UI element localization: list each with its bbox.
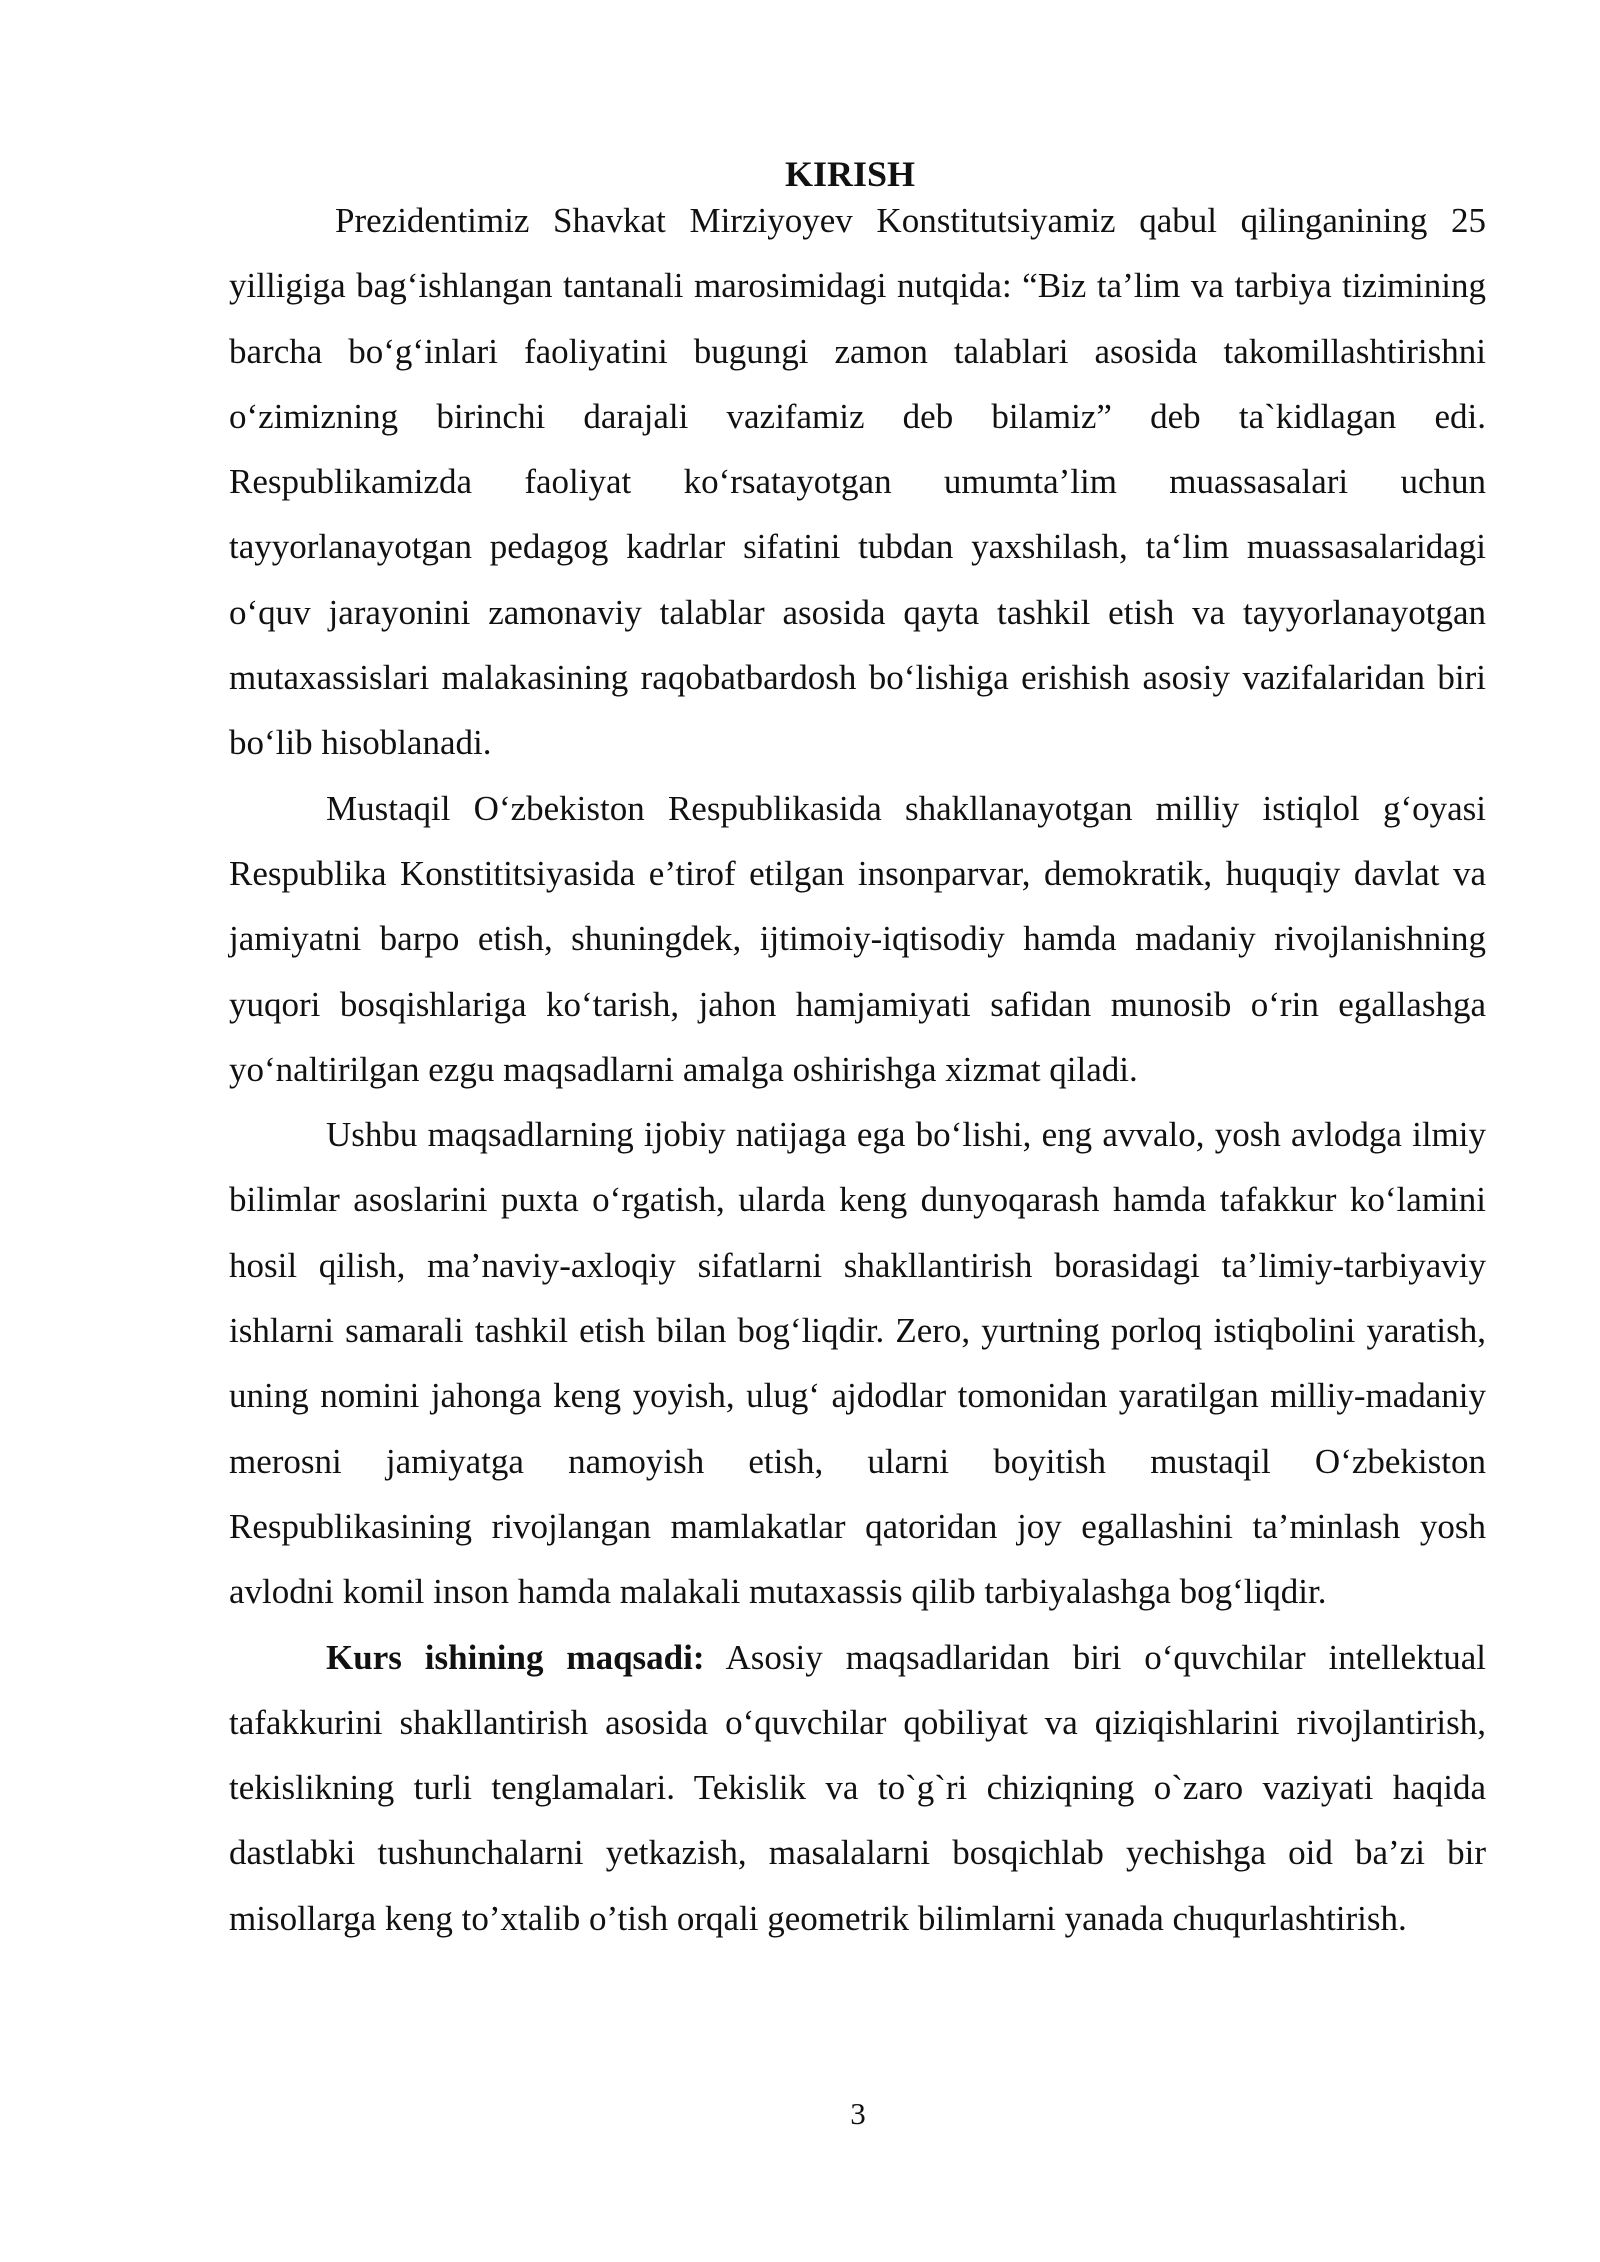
paragraph-course-goal	[229, 1625, 1486, 1951]
course-goal-text: Asosiy maqsadlaridan biri o‘quvchilar intellektual tafakkurini shakllantirish asosida o‘quvchilar qobiliyat va qiziqishlarini rivojlantirish, tekislikning turli tenglamalari. Tekislik va to`g`ri chiziqning o`zaro vaziyati haqida dastlabki tushunchalarni yetkazish, masalalarni bosqichlab yechishga oid ba’zi bir misollarga keng to’xtalib o’tish orqali geometrik bilimlarni yanada chuqurlashtirish.	[229, 1637, 1486, 1938]
page-number: 3	[850, 2096, 866, 2131]
paragraph-independence: Mustaqil O‘zbekiston Respublikasida shakllanayotgan milliy istiqlol g‘oyasi Respublika Konstititsiyasida e’tirof etilgan insonparvar, demokratik, huquqiy davlat va jamiyatni barpo etish, shuningdek, ijtimoiy-iqtisodiy hamda madaniy rivojlanishning yuqori bosqishlariga ko‘tarish, jahon hamjamiyati safidan munosib o‘rin egallashga yo‘naltirilgan ezgu maqsadlarni amalga oshirishga xizmat qiladi.	[229, 788, 1486, 1089]
paragraph-goals: Ushbu maqsadlarning ijobiy natijaga ega bo‘lishi, eng avvalo, yosh avlodga ilmiy bilimlar asoslarini puxta o‘rgatish, ularda keng dunyoqarash hamda tafakkur ko‘lamini hosil qilish, ma’naviy-axloqiy sifatlarni shakllantirish borasidagi ta’limiy-tarbiyaviy ishlarni samarali tashkil etish bilan bog‘liqdir. Zero, yurtning porloq istiqbolini yaratish, uning nomini jahonga keng yoyish, ulug‘ ajdodlar tomonidan yaratilgan milliy-madaniy merosni jamiyatga namoyish etish, ularni boyitish mustaqil O‘zbekiston Respublikasining rivojlangan mamlakatlar qatoridan joy egallashini ta’minlash yosh avlodni komil inson hamda malakali mutaxassis qilib tarbiyalashga bog‘liqdir.	[229, 1115, 1486, 1612]
course-goal-label: Kurs ishining maqsadi:	[326, 1637, 705, 1677]
document-body	[229, 188, 1486, 1951]
paragraph-intro: Prezidentimiz Shavkat Mirziyoyev Konstitutsiyamiz qabul qilinganining 25 yilligiga bag‘ishlangan tantanali marosimidagi nutqida: “Biz ta’lim va tarbiya tizimining barcha bo‘g‘inlari faoliyatini bugungi zamon talablari asosida takomillashtirishni o‘zimizning birinchi darajali vazifamiz deb bilamiz” deb ta`kidlagan edi. Respublikamizda faoliyat ko‘rsatayotgan umumta’lim muassasalari uchun tayyorlanayotgan pedagog kadrlar sifatini tubdan yaxshilash, ta‘lim muassasalaridagi o‘quv jarayonini zamonaviy talablar asosida qayta tashkil etish va tayyorlanayotgan mutaxassislari malakasining raqobatbardosh bo‘lishiga erishish asosiy vazifalaridan biri bo‘lib hisoblanadi.	[229, 201, 1486, 763]
page-title: KIRISH	[784, 154, 916, 194]
